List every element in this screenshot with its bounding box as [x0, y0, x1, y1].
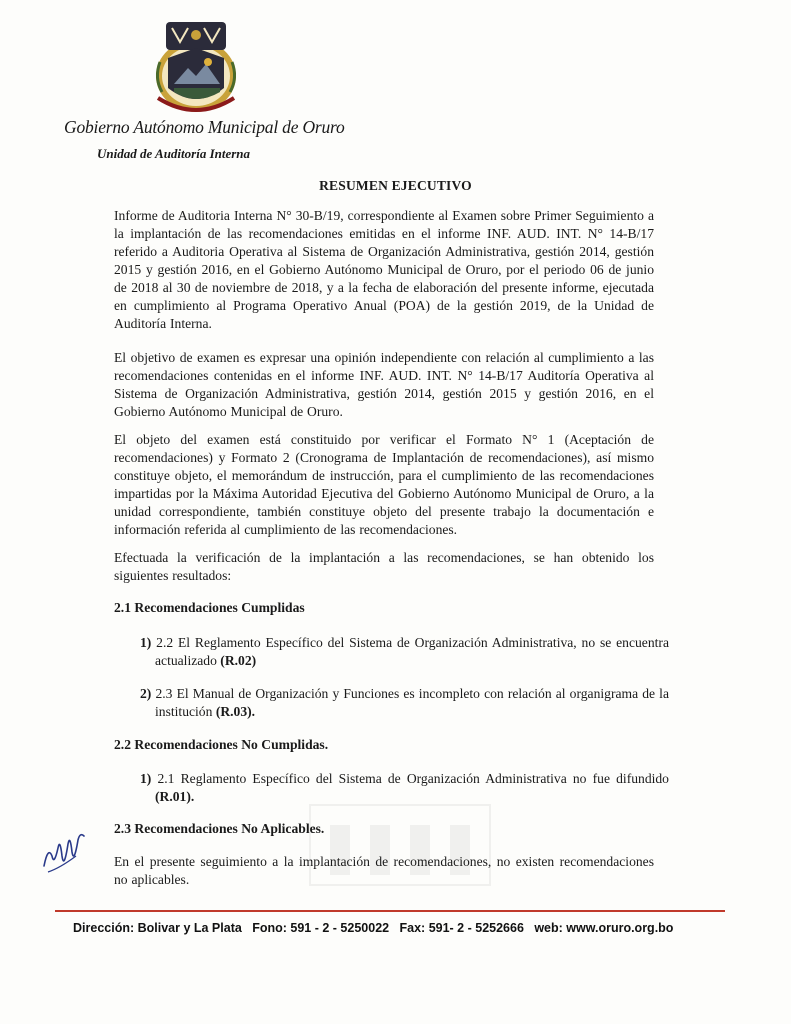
list-item: [140, 685, 669, 721]
paragraph-objective: El objetivo de examen es expresar una opinión independiente con relación al cumplimiento a las recomendaciones contenidas en el informe INF. AUD. INT. N° 14-B/17 Auditoría Operativa al Sistema de Organización Administrativa, gestión 2014, gestión 2015 y gestión 2016, en el Gobierno Autónomo Municipal de Oruro.: [114, 350, 654, 419]
item-text: 2.3 El Manual de Organización y Funciones es incompleto con relación al organigrama de la institución: [155, 686, 669, 719]
unit-name: Unidad de Auditoría Interna: [97, 146, 251, 161]
document-title: RESUMEN EJECUTIVO: [319, 178, 472, 193]
item-number: 2): [140, 686, 152, 701]
item-number: 1): [140, 635, 152, 650]
heading-no-cumplidas: 2.2 Recomendaciones No Cumplidas.: [114, 737, 329, 752]
item-text: 2.2 El Reglamento Específico del Sistema de Organización Administrativa, no se encuentra actualizado: [155, 635, 669, 668]
signature-icon: [40, 826, 90, 878]
heading-cumplidas: 2.1 Recomendaciones Cumplidas: [114, 600, 305, 615]
list-item: [140, 770, 669, 806]
item-reference: (R.02): [220, 653, 257, 668]
item-number: 1): [140, 771, 152, 786]
item-reference: (R.03).: [215, 704, 256, 719]
paragraph-results: Efectuada la verificación de la implantación a las recomendaciones, se han obtenido los siguientes resultados:: [114, 550, 654, 583]
list-item: [140, 634, 669, 670]
paragraph-no-aplicables: En el presente seguimiento a la implantación de recomendaciones, no existen recomendaciones no aplicables.: [114, 854, 654, 887]
item-text: 2.1 Reglamento Específico del Sistema de Organización Administrativa no fue difundido: [157, 771, 669, 786]
paragraph-object: El objeto del examen está constituido por verificar el Formato N° 1 (Aceptación de recomendaciones) y Formato 2 (Cronograma de Implantación de recomendaciones), así mismo constituye objeto, el memorándum de instrucción, para el cumplimiento de las recomendaciones impartidas por la Máxima Autoridad Ejecutiva del Gobierno Autónomo Municipal de Oruro, a la unidad correspondiente, también constituye objeto del presente trabajo la documentación e información referida al cumplimiento de las recomendaciones.: [114, 432, 654, 537]
item-reference: (R.01).: [155, 789, 195, 804]
heading-no-aplicables: 2.3 Recomendaciones No Aplicables.: [114, 821, 325, 836]
coat-of-arms-icon: [150, 18, 242, 118]
footer-contact: Dirección: Bolivar y La Plata Fono: 591 - 2 - 5250022 Fax: 591- 2 - 5252666 web: www.oruro.org.bo: [73, 921, 674, 935]
paragraph-intro: Informe de Auditoria Interna N° 30-B/19, correspondiente al Examen sobre Primer Seguimiento a la implantación de las recomendaciones emitidas en el informe INF. AUD. INT. N° 14-B/17 referido a Auditoria Operativa al Sistema de Organización Administrativa, gestión 2014, gestión 2015 y gestión 2016, en el Gobierno Autónomo Municipal de Oruro, por el periodo 06 de junio de 2018 al 30 de noviembre de 2018, y a la fecha de elaboración del presente informe, ejecutada en cumplimiento al Programa Operativo Anual (POA) de la gestión 2019, de la Unidad de Auditoría Interna.: [114, 208, 654, 331]
organization-name: Gobierno Autónomo Municipal de Oruro: [64, 117, 345, 137]
footer-divider: [55, 910, 725, 912]
